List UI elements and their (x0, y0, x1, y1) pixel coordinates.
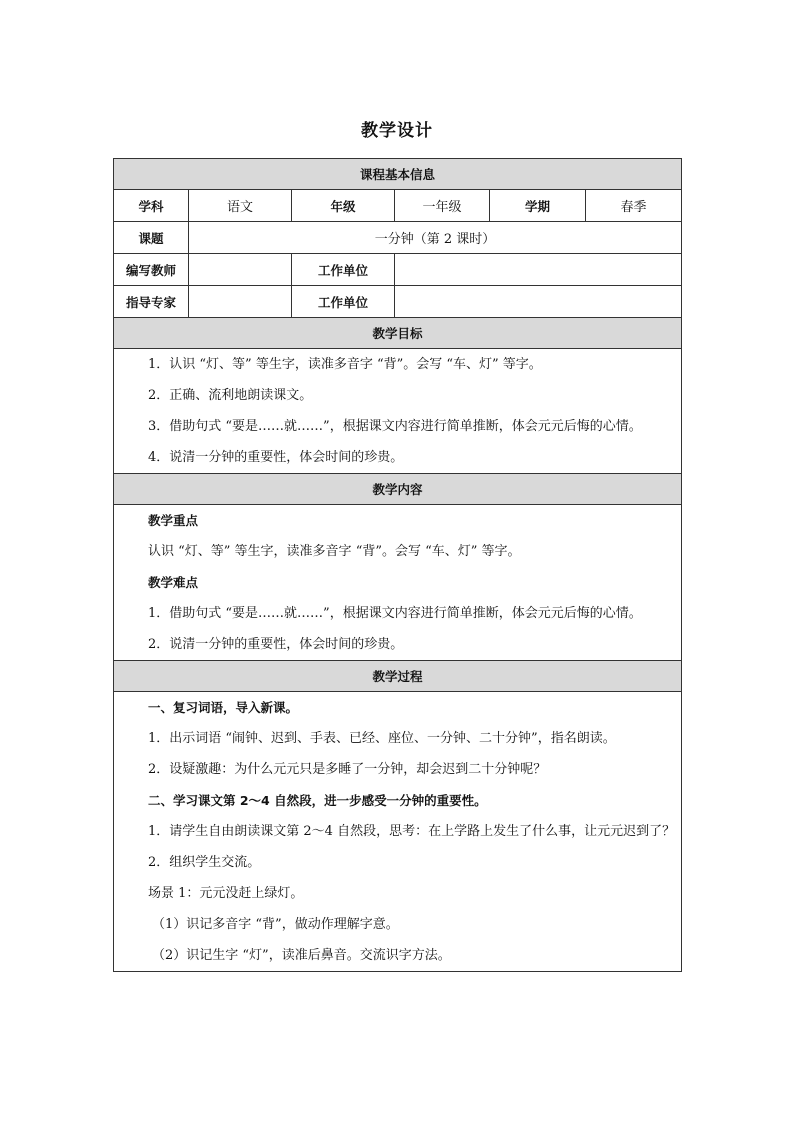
topic-label: 课题 (114, 222, 189, 254)
content-block (114, 505, 682, 661)
step1-item: 2．设疑激趣：为什么元元只是多睡了一分钟，却会迟到二十分钟呢？ (148, 762, 547, 777)
term-label: 学期 (490, 190, 586, 222)
step2-item: 1．请学生自由朗读课文第 2～4 自然段，思考：在上学路上发生了什么事，让元元迟到了？ (148, 824, 676, 839)
key-points-text: 认识 “灯、等” 等生字，读准多音字 “背”。会写 “车、灯” 等字。 (148, 544, 521, 559)
difficult-points-label: 教学难点 (148, 575, 199, 590)
subject-label: 学科 (114, 190, 189, 222)
term-value: 春季 (586, 190, 682, 222)
scene-title: 场景 1：元元没赶上绿灯。 (148, 886, 304, 901)
step1-item: 1．出示词语 “闹钟、迟到、手表、已经、座位、一分钟、二十分钟”，指名朗读。 (148, 731, 616, 746)
basic-info-header: 课程基本信息 (114, 159, 682, 190)
advisor-unit-label: 工作单位 (292, 286, 395, 318)
author-unit-label: 工作单位 (292, 254, 395, 286)
author-unit-value (395, 254, 682, 286)
document-title: 教学设计 (361, 121, 433, 141)
process-header-row (114, 661, 682, 692)
advisor-label: 指导专家 (114, 286, 189, 318)
author-label: 编写教师 (114, 254, 189, 286)
step2-item: 2．组织学生交流。 (148, 855, 261, 870)
basic-info-header-row (114, 159, 682, 190)
key-points-label: 教学重点 (148, 513, 199, 528)
process-block (114, 692, 682, 972)
objective-item: 2．正确、流利地朗读课文。 (148, 388, 313, 403)
lesson-plan-table (113, 158, 682, 972)
scene-item: （2）识记生字 “灯”，读准后鼻音。交流识字方法。 (152, 948, 451, 963)
advisor-row (114, 286, 682, 318)
advisor-value (189, 286, 292, 318)
difficult-point-item: 1．借助句式 “要是……就……”，根据课文内容进行简单推断，体会元元后悔的心情。 (148, 606, 642, 621)
step1-title: 一、复习词语，导入新课。 (148, 700, 299, 715)
objective-item: 3．借助句式 “要是……就……”，根据课文内容进行简单推断，体会元元后悔的心情。 (148, 419, 642, 434)
objective-item: 1．认识 “灯、等” 等生字，读准多音字 “背”。会写 “车、灯” 等字。 (148, 357, 542, 372)
grade-value: 一年级 (395, 190, 490, 222)
subject-value: 语文 (189, 190, 292, 222)
subject-row (114, 190, 682, 222)
content-row (114, 505, 682, 661)
process-header: 教学过程 (114, 661, 682, 692)
content-header: 教学内容 (114, 474, 682, 505)
author-value (189, 254, 292, 286)
content-header-row (114, 474, 682, 505)
author-row (114, 254, 682, 286)
advisor-unit-value (395, 286, 682, 318)
objective-item: 4．说清一分钟的重要性，体会时间的珍贵。 (148, 450, 404, 465)
difficult-point-item: 2．说清一分钟的重要性，体会时间的珍贵。 (148, 637, 404, 652)
step2-title: 二、学习课文第 2～4 自然段，进一步感受一分钟的重要性。 (148, 793, 487, 808)
objectives-block (114, 349, 682, 474)
objectives-row (114, 349, 682, 474)
scene-item: （1）识记多音字 “背”，做动作理解字意。 (152, 917, 399, 932)
objectives-header: 教学目标 (114, 318, 682, 349)
process-row (114, 692, 682, 972)
grade-label: 年级 (292, 190, 395, 222)
objectives-header-row (114, 318, 682, 349)
topic-row (114, 222, 682, 254)
topic-value: 一分钟（第 2 课时） (189, 222, 682, 254)
